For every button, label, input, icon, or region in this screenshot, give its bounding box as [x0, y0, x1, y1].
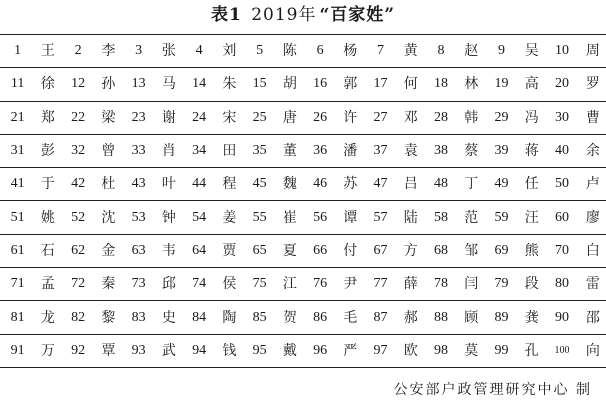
rank-number: 23: [131, 109, 146, 125]
surname: 肖: [161, 143, 176, 160]
surname: 闫: [464, 276, 479, 293]
rank-number: 25: [252, 109, 267, 125]
table-title: [0, 4, 606, 26]
surname: 邱: [161, 276, 176, 293]
table-row: [0, 201, 606, 234]
rank-number: 9: [498, 43, 506, 59]
surname: 孔: [524, 342, 539, 359]
surname: 崔: [282, 209, 297, 226]
surname: 夏: [282, 242, 297, 259]
rank-number: 64: [192, 242, 207, 258]
surname: 侯: [222, 276, 237, 293]
rank-number: 21: [10, 109, 25, 125]
rank-number: 2: [74, 43, 82, 59]
rank-number: 82: [71, 309, 86, 325]
surname: 冯: [524, 109, 539, 126]
surname: 郝: [403, 309, 418, 326]
surname: 张: [161, 43, 176, 60]
rank-number: 67: [373, 242, 388, 258]
surname: 邓: [403, 109, 418, 126]
surname: 孙: [101, 76, 116, 93]
surname-table: [0, 34, 606, 368]
surname: 王: [40, 43, 55, 60]
surname: 余: [585, 143, 600, 160]
rank-number: 20: [555, 76, 569, 92]
rank-number: 41: [10, 176, 25, 192]
rank-number: 42: [71, 176, 86, 192]
rank-number: 29: [494, 109, 509, 125]
rank-number: 52: [71, 209, 86, 225]
table-row: [0, 101, 606, 134]
surname: 赵: [464, 43, 479, 60]
surname: 韩: [464, 109, 479, 126]
surname: 田: [222, 143, 237, 160]
surname: 宋: [222, 109, 237, 126]
rank-number: 18: [434, 76, 449, 92]
rank-number: 70: [555, 242, 569, 258]
rank-number: 73: [131, 276, 146, 292]
surname: 杜: [101, 176, 116, 193]
rank-number: 86: [313, 309, 328, 325]
surname: 汪: [524, 209, 539, 226]
surname: 徐: [40, 76, 55, 93]
surname: 贺: [282, 309, 297, 326]
table-row: [0, 301, 606, 334]
rank-number: 35: [252, 143, 267, 159]
rank-number: 83: [131, 309, 146, 325]
rank-number: 57: [373, 209, 388, 225]
surname: 欧: [403, 342, 418, 359]
rank-number: 34: [192, 143, 207, 159]
surname: 陆: [403, 209, 418, 226]
table-row: [0, 35, 606, 68]
rank-number: 22: [71, 109, 86, 125]
rank-number: 93: [131, 342, 146, 358]
surname: 苏: [343, 176, 358, 193]
surname: 邵: [585, 309, 600, 326]
surname: 黄: [403, 43, 418, 60]
surname: 顾: [464, 309, 479, 326]
surname: 黎: [101, 309, 116, 326]
surname: 龙: [40, 309, 55, 326]
surname: 秦: [101, 276, 116, 293]
rank-number: 68: [434, 242, 449, 258]
rank-number: 7: [377, 43, 385, 59]
rank-number: 81: [10, 309, 25, 325]
surname: 严: [343, 342, 358, 359]
surname: 郭: [343, 76, 358, 93]
surname: 贾: [222, 242, 237, 259]
surname: 尹: [343, 276, 358, 293]
surname: 罗: [585, 76, 600, 93]
surname: 袁: [403, 143, 418, 160]
rank-number: 33: [131, 143, 146, 159]
surname: 武: [161, 342, 176, 359]
surname: 彭: [40, 143, 55, 160]
surname: 曹: [585, 109, 600, 126]
rank-number: 6: [316, 43, 324, 59]
surname: 潘: [343, 143, 358, 160]
surname: 叶: [161, 176, 176, 193]
rank-number: 78: [434, 276, 449, 292]
surname: 薛: [403, 276, 418, 293]
surname: 熊: [524, 242, 539, 259]
surname: 付: [343, 242, 358, 259]
table-row: [0, 268, 606, 301]
rank-number: 66: [313, 242, 328, 258]
rank-number: 90: [555, 309, 569, 325]
rank-number: 4: [195, 43, 203, 59]
rank-number: 36: [313, 143, 328, 159]
rank-number: 71: [10, 276, 25, 292]
surname: 钱: [222, 342, 237, 359]
surname: 任: [524, 176, 539, 193]
surname: 钟: [161, 209, 176, 226]
rank-number: 58: [434, 209, 449, 225]
surname: 姚: [40, 209, 55, 226]
rank-number: 95: [252, 342, 267, 358]
surname: 吕: [403, 176, 418, 193]
rank-number: 72: [71, 276, 86, 292]
rank-number: 96: [313, 342, 328, 358]
surname: 程: [222, 176, 237, 193]
rank-number: 63: [131, 242, 146, 258]
rank-number: 79: [494, 276, 509, 292]
rank-number: 13: [131, 76, 146, 92]
table-row: [0, 234, 606, 267]
surname: 蒋: [524, 143, 539, 160]
rank-number: 14: [192, 76, 207, 92]
rank-number: 54: [192, 209, 207, 225]
surname: 白: [585, 242, 600, 259]
surname: 廖: [585, 209, 600, 226]
rank-number: 92: [71, 342, 86, 358]
surname: 方: [403, 242, 418, 259]
rank-number: 37: [373, 143, 388, 159]
rank-number: 99: [494, 342, 509, 358]
rank-number: 12: [71, 76, 86, 92]
surname: 何: [403, 76, 418, 93]
surname: 谢: [161, 109, 176, 126]
surname: 高: [524, 76, 539, 93]
surname: 李: [101, 43, 116, 60]
surname: 唐: [282, 109, 297, 126]
surname: 刘: [222, 43, 237, 60]
rank-number: 24: [192, 109, 207, 125]
surname: 胡: [282, 76, 297, 93]
surname: 史: [161, 309, 176, 326]
surname: 陶: [222, 309, 237, 326]
rank-number: 11: [10, 76, 25, 92]
surname: 江: [282, 276, 297, 293]
rank-number: 84: [192, 309, 207, 325]
surname: 沈: [101, 209, 116, 226]
rank-number: 16: [313, 76, 328, 92]
surname: 郑: [40, 109, 55, 126]
rank-number: 51: [10, 209, 25, 225]
surname: 金: [101, 242, 116, 259]
rank-number: 19: [494, 76, 509, 92]
rank-number: 27: [373, 109, 388, 125]
rank-number: 3: [135, 43, 143, 59]
surname: 丁: [464, 176, 479, 193]
surname: 范: [464, 209, 479, 226]
rank-number: 77: [373, 276, 388, 292]
rank-number: 61: [10, 242, 25, 258]
rank-number: 48: [434, 176, 449, 192]
rank-number: 85: [252, 309, 267, 325]
surname: 龚: [524, 309, 539, 326]
table-row: [0, 334, 606, 367]
footer-credit: 公安部户政管理研究中心 制: [393, 382, 592, 398]
rank-number: 59: [494, 209, 509, 225]
surname: 董: [282, 143, 297, 160]
rank-number: 43: [131, 176, 146, 192]
rank-number: 49: [494, 176, 509, 192]
surname: 马: [161, 76, 176, 93]
rank-number: 94: [192, 342, 207, 358]
rank-number: 100: [554, 344, 570, 356]
surname: 石: [40, 242, 55, 259]
rank-number: 97: [373, 342, 388, 358]
surname: 孟: [40, 276, 55, 293]
rank-number: 80: [555, 276, 569, 292]
surname: 吴: [524, 43, 539, 60]
rank-number: 10: [555, 43, 569, 59]
surname: 向: [585, 342, 600, 359]
surname: 蔡: [464, 143, 479, 160]
rank-number: 65: [252, 242, 267, 258]
rank-number: 91: [10, 342, 25, 358]
rank-number: 44: [192, 176, 207, 192]
rank-number: 56: [313, 209, 328, 225]
title-year: 2019年: [251, 5, 317, 25]
table-row: [0, 168, 606, 201]
surname: 周: [585, 43, 600, 60]
rank-number: 1: [14, 43, 22, 59]
title-name: “百家姓”: [319, 5, 396, 25]
rank-number: 88: [434, 309, 449, 325]
rank-number: 28: [434, 109, 449, 125]
rank-number: 8: [437, 43, 445, 59]
rank-number: 45: [252, 176, 267, 192]
table-label: 表1: [210, 5, 242, 25]
rank-number: 60: [555, 209, 569, 225]
surname: 雷: [585, 276, 600, 293]
rank-number: 47: [373, 176, 388, 192]
rank-number: 46: [313, 176, 328, 192]
table-row: [0, 134, 606, 167]
rank-number: 89: [494, 309, 509, 325]
rank-number: 38: [434, 143, 449, 159]
rank-number: 74: [192, 276, 207, 292]
surname: 梁: [101, 109, 116, 126]
rank-number: 15: [252, 76, 267, 92]
rank-number: 26: [313, 109, 328, 125]
surname: 邹: [464, 242, 479, 259]
surname: 戴: [282, 342, 297, 359]
rank-number: 76: [313, 276, 328, 292]
rank-number: 98: [434, 342, 449, 358]
surname: 朱: [222, 76, 237, 93]
surname: 姜: [222, 209, 237, 226]
rank-number: 50: [555, 176, 569, 192]
rank-number: 53: [131, 209, 146, 225]
surname: 万: [40, 342, 55, 359]
surname: 于: [40, 176, 55, 193]
rank-number: 69: [494, 242, 509, 258]
surname: 谭: [343, 209, 358, 226]
rank-number: 87: [373, 309, 388, 325]
surname: 覃: [101, 342, 116, 359]
table-row: [0, 68, 606, 101]
rank-number: 17: [373, 76, 388, 92]
surname: 莫: [464, 342, 479, 359]
surname: 陈: [282, 43, 297, 60]
rank-number: 40: [555, 143, 569, 159]
surname: 韦: [161, 242, 176, 259]
rank-number: 62: [71, 242, 86, 258]
surname: 魏: [282, 176, 297, 193]
surname: 曾: [101, 143, 116, 160]
rank-number: 32: [71, 143, 86, 159]
rank-number: 39: [494, 143, 509, 159]
rank-number: 55: [252, 209, 267, 225]
rank-number: 5: [256, 43, 264, 59]
rank-number: 30: [555, 109, 569, 125]
surname: 毛: [343, 309, 358, 326]
rank-number: 75: [252, 276, 267, 292]
surname: 林: [464, 76, 479, 93]
rank-number: 31: [10, 143, 25, 159]
surname: 许: [343, 109, 358, 126]
surname: 杨: [343, 43, 358, 60]
surname: 段: [524, 276, 539, 293]
surname: 卢: [585, 176, 600, 193]
